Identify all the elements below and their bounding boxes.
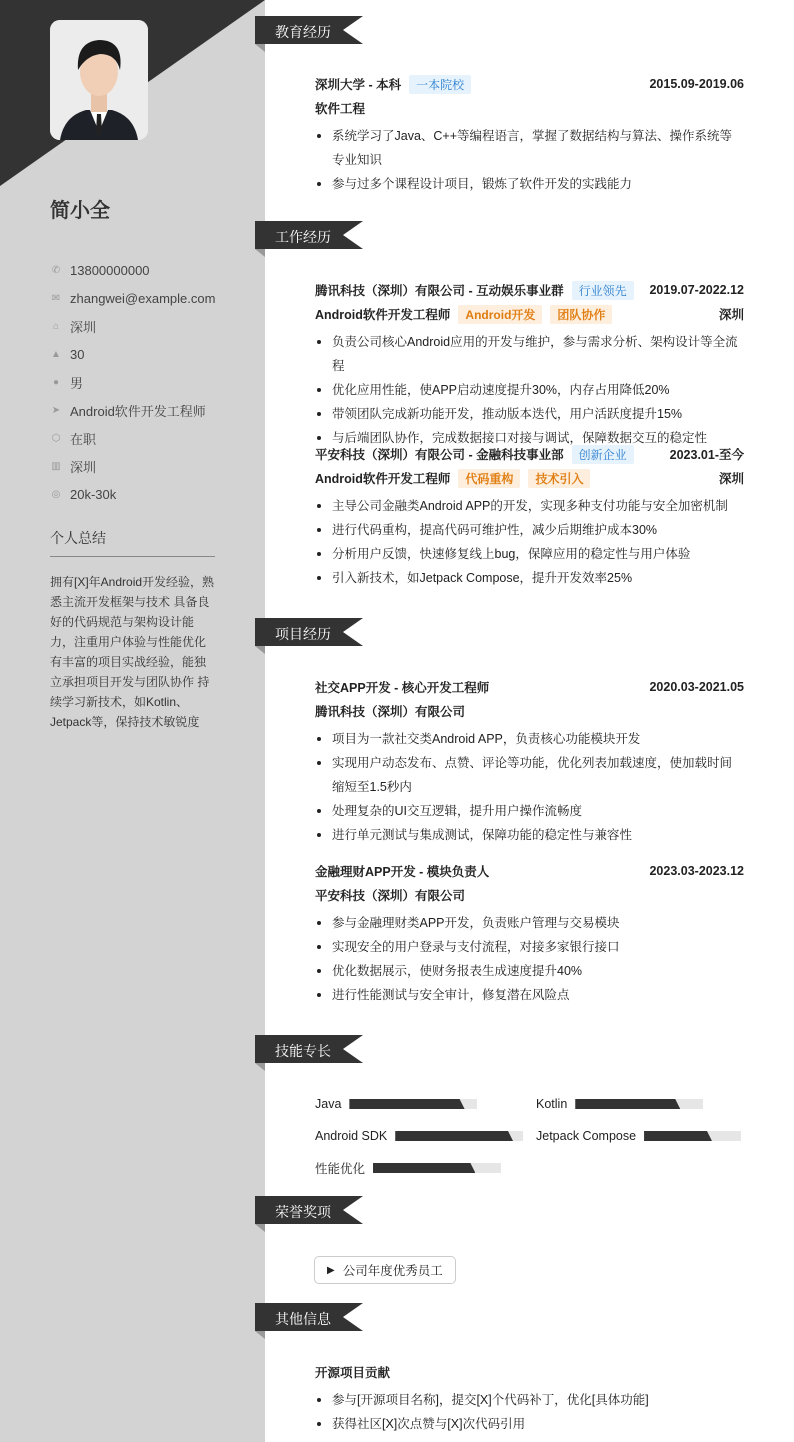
skill-bar — [575, 1099, 703, 1109]
info-text: 13800000000 — [70, 262, 150, 278]
info-row — [50, 452, 250, 480]
bullet-list — [315, 911, 744, 1007]
mail-icon: ✉ — [51, 292, 61, 304]
skill-name: Kotlin — [536, 1097, 568, 1111]
date: 2019.07-2022.12 — [649, 283, 744, 297]
company: 腾讯科技（深圳）有限公司 — [315, 705, 466, 719]
skill-name: Android SDK — [315, 1129, 388, 1143]
date: 2023.01-至今 — [669, 448, 744, 462]
company: 平安科技（深圳）有限公司 — [315, 889, 466, 903]
phone-icon: ✆ — [51, 264, 61, 276]
info-text: 深圳 — [70, 459, 97, 475]
skill-bar-fill — [395, 1131, 513, 1141]
skill-name: 性能优化 — [315, 1162, 366, 1176]
info-row — [50, 396, 250, 424]
role: Android软件开发工程师 — [315, 308, 451, 322]
list-item: 优化数据展示，使财务报表生成速度提升40% — [315, 959, 744, 983]
info-row — [50, 424, 250, 452]
info-row — [50, 480, 250, 508]
other-title: 开源项目贡献 — [315, 1366, 391, 1380]
contact-info — [50, 256, 250, 508]
section-header-awards — [255, 1196, 363, 1224]
info-text: 20k-30k — [70, 486, 117, 502]
bullet-list — [315, 727, 744, 847]
skill-item — [315, 1094, 477, 1114]
list-item: 进行单元测试与集成测试，保障功能的稳定性与兼容性 — [315, 823, 744, 847]
info-row — [50, 312, 250, 340]
info-text: 在职 — [70, 431, 97, 447]
section-header-education — [255, 16, 363, 44]
info-text: 30 — [70, 346, 85, 362]
play-icon: ▶ — [327, 1264, 335, 1276]
list-item: 实现用户动态发布、点赞、评论等功能，优化列表加载速度，使加载时间缩短至1.5秒内 — [315, 751, 744, 799]
info-text: Android软件开发工程师 — [70, 403, 206, 419]
education-entry — [315, 72, 744, 202]
info-row — [50, 368, 250, 396]
major: 软件工程 — [315, 102, 366, 116]
gender-icon: ● — [52, 376, 60, 388]
skill-bar-fill — [575, 1099, 680, 1109]
date: 2015.09-2019.06 — [649, 77, 744, 91]
list-item: 分析用户反馈，快速修复线上bug，保障应用的稳定性与用户体验 — [315, 542, 744, 566]
project-entry — [315, 675, 744, 853]
skill-item — [536, 1094, 703, 1114]
school-tag: 一本院校 — [409, 75, 471, 94]
date: 2020.03-2021.05 — [649, 680, 744, 694]
summary-title: 个人总结 — [50, 528, 215, 557]
section-title: 项目经历 — [275, 626, 331, 642]
building-icon: ▥ — [51, 460, 61, 472]
section-header-work — [255, 221, 363, 249]
bullet-list — [315, 1388, 744, 1436]
section-title: 技能专长 — [275, 1043, 331, 1059]
skill-bar — [395, 1131, 523, 1141]
avatar — [50, 20, 148, 140]
school: 深圳大学 - 本科 — [315, 78, 402, 92]
bullet-list — [315, 124, 744, 196]
list-item: 实现安全的用户登录与支付流程，对接多家银行接口 — [315, 935, 744, 959]
skill-name: Jetpack Compose — [536, 1129, 637, 1143]
skill-bar-fill — [373, 1163, 475, 1173]
company: 平安科技（深圳）有限公司 - 金融科技事业部 — [315, 448, 564, 462]
list-item: 优化应用性能，使APP启动速度提升30%，内存占用降低20% — [315, 378, 744, 402]
skill-bar — [644, 1131, 741, 1141]
list-item: 引入新技术，如Jetpack Compose，提升开发效率25% — [315, 566, 744, 590]
list-item: 参与[开源项目名称]，提交[X]个代码补丁，优化[具体功能] — [315, 1388, 744, 1412]
skill-tag: Android开发 — [458, 305, 542, 324]
skill-bar — [349, 1099, 477, 1109]
list-item: 进行性能测试与安全审计，修复潜在风险点 — [315, 983, 744, 1007]
skill-tag: 代码重构 — [458, 469, 520, 488]
bullet-list — [315, 330, 744, 450]
list-item: 与后端团队协作，完成数据接口对接与调试，保障数据交互的稳定性 — [315, 426, 744, 450]
skill-item — [315, 1126, 523, 1146]
city: 深圳 — [718, 308, 744, 322]
section-title: 教育经历 — [275, 24, 331, 40]
skill-name: Java — [315, 1097, 342, 1111]
section-header-other — [255, 1303, 363, 1331]
bullet-list — [315, 494, 744, 590]
work-entry — [315, 442, 744, 596]
list-item: 获得社区[X]次点赞与[X]次代码引用 — [315, 1412, 744, 1436]
list-item: 系统学习了Java、C++等编程语言，掌握了数据结构与算法、操作系统等专业知识 — [315, 124, 744, 172]
salary-icon: ◎ — [51, 488, 61, 500]
status-icon: ⬡ — [51, 432, 61, 444]
section-title: 荣誉奖项 — [275, 1204, 331, 1220]
project-entry — [315, 859, 744, 1013]
send-icon: ➤ — [51, 404, 61, 416]
info-row — [50, 256, 250, 284]
sidebar — [0, 0, 265, 1442]
age-icon: ▲ — [51, 348, 61, 360]
section-title: 其他信息 — [275, 1311, 331, 1327]
section-title: 工作经历 — [275, 229, 331, 245]
award-label: 公司年度优秀员工 — [342, 1264, 443, 1278]
other-entry — [315, 1360, 744, 1442]
section-header-projects — [255, 618, 363, 646]
skill-bar — [373, 1163, 501, 1173]
info-text: 深圳 — [70, 319, 97, 335]
summary-text: 拥有[X]年Android开发经验，熟悉主流开发框架与技术 具备良好的代码规范与架构设计能力，注重用户体验与性能优化 有丰富的项目实战经验，能独立承担项目开发与团队协作 持续学习新技术，如Kotlin、Jetpack等，保持技术敏锐度 — [50, 575, 215, 729]
list-item: 进行代码重构，提高代码可维护性，减少后期维护成本30% — [315, 518, 744, 542]
list-item: 项目为一款社交类Android APP，负责核心功能模块开发 — [315, 727, 744, 751]
skill-item — [536, 1126, 741, 1146]
work-entry — [315, 278, 744, 456]
list-item: 参与金融理财类APP开发，负责账户管理与交易模块 — [315, 911, 744, 935]
project-title: 社交APP开发 - 核心开发工程师 — [315, 681, 490, 695]
project-title: 金融理财APP开发 - 模块负责人 — [315, 865, 490, 879]
info-text: 男 — [70, 375, 84, 391]
section-header-skills — [255, 1035, 363, 1063]
role: Android软件开发工程师 — [315, 472, 451, 486]
skill-bar-fill — [349, 1099, 464, 1109]
company-tag: 创新企业 — [572, 445, 634, 464]
list-item: 带领团队完成新功能开发，推动版本迭代，用户活跃度提升15% — [315, 402, 744, 426]
city: 深圳 — [718, 472, 744, 486]
company-tag: 行业领先 — [572, 281, 634, 300]
skill-bar-fill — [644, 1131, 712, 1141]
skill-item — [315, 1158, 501, 1178]
list-item: 参与过多个课程设计项目，锻炼了软件开发的实践能力 — [315, 172, 744, 196]
list-item: 负责公司核心Android应用的开发与维护，参与需求分析、架构设计等全流程 — [315, 330, 744, 378]
home-icon: ⌂ — [52, 320, 60, 332]
company: 腾讯科技（深圳）有限公司 - 互动娱乐事业群 — [315, 284, 564, 298]
candidate-name: 简小全 — [50, 200, 110, 222]
list-item: 处理复杂的UI交互逻辑，提升用户操作流畅度 — [315, 799, 744, 823]
skill-tag: 技术引入 — [528, 469, 590, 488]
date: 2023.03-2023.12 — [649, 864, 744, 878]
info-row — [50, 284, 250, 312]
list-item: 主导公司金融类Android APP的开发，实现多种支付功能与安全加密机制 — [315, 494, 744, 518]
info-row — [50, 340, 250, 368]
info-text: zhangwei@example.com — [70, 290, 216, 306]
skill-tag: 团队协作 — [550, 305, 612, 324]
award-item[interactable] — [314, 1256, 456, 1284]
